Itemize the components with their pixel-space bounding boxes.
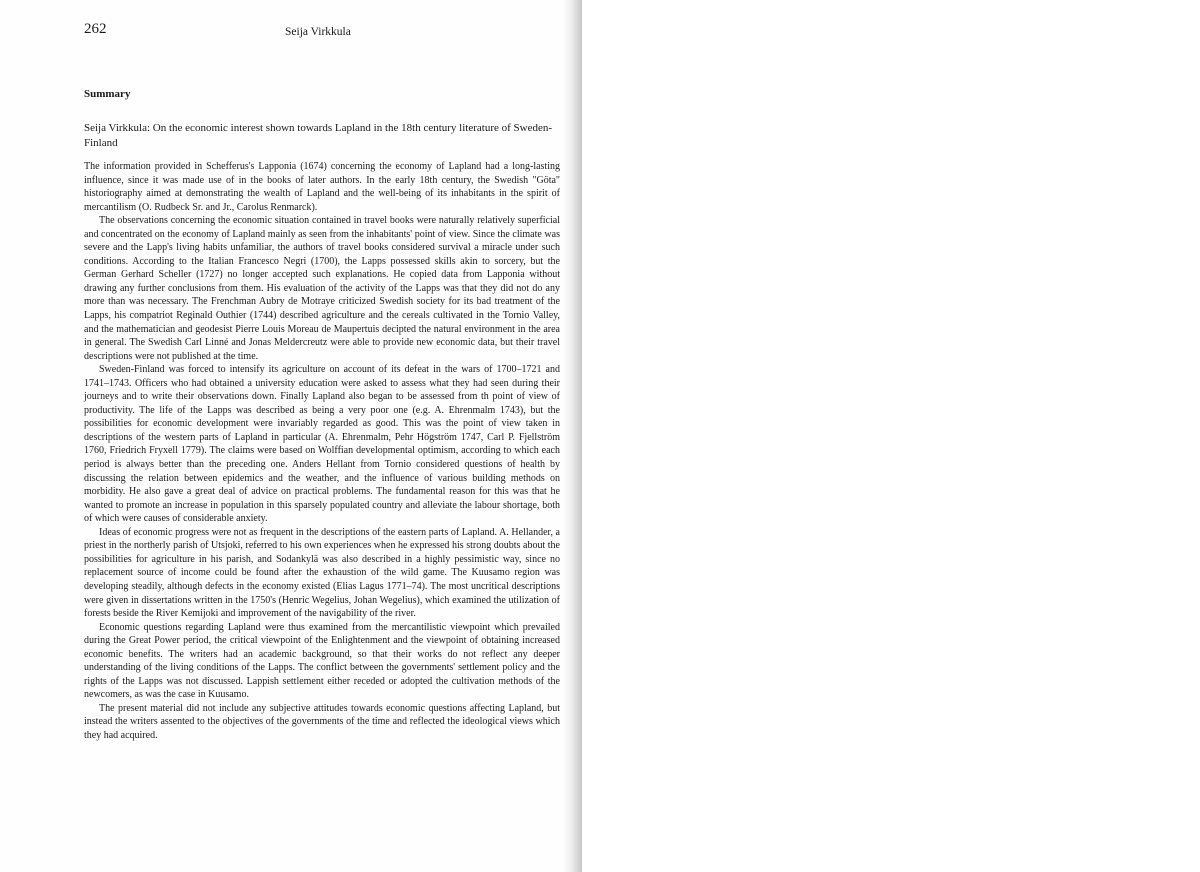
scanned-page xyxy=(0,0,582,872)
section-heading: Summary xyxy=(84,88,131,100)
paragraph: The present material did not include any subjective attitudes towards economic questions affecting Lapland, but instead the writers assented to the objectives of the governments of the time and reflected the ideological views which they had acquired. xyxy=(84,702,560,741)
page-number: 262 xyxy=(84,21,107,37)
paragraph: Economic questions regarding Lapland were thus examined from the mercantilistic viewpoint which prevailed during the Great Power period, the critical viewpoint of the Enlightenment and the viewpoint of obtaining increased economic benefits. The writers had an academic background, so that their works do not reflect any deeper understanding of the living conditions of the Lapps. The conflict between the governments' settlement policy and the rights of the Lapps was not discussed. Lappish settlement either receded or adopted the cultivation methods of the newcomers, as was the case in Kuusamo. xyxy=(84,621,560,701)
paragraph: Ideas of economic progress were not as frequent in the descriptions of the eastern parts of Lapland. A. Hellander, a priest in the northerly parish of Utsjoki, referred to his own experiences when he expressed his strong doubts about the possibilities for agriculture in his parish, and Sodankylä was also described in a highly pessimistic way, since no replacement source of income could be found after the exhaustion of the wild game. The Kuusamo region was developing steadily, although defects in the economy existed (Elias Lagus 1771–74). The most uncritical descriptions were given in dissertations written in the 1750's (Henric Wegelius, Johan Wegelius), which examined the utilization of forests beside the River Kemijoki and improvement of the navigability of the river. xyxy=(84,526,560,620)
paragraph: The observations concerning the economic situation contained in travel books were naturally relatively superficial and concentrated on the economy of Lapland mainly as seen from the inhabitants' point of view. Since the climate was severe and the Lapp's living habits unfamiliar, the authors of travel books considered survival a miracle under such conditions. According to the Italian Francesco Negri (1700), the Lapps possessed skills akin to sorcery, but the German Gerhard Scheller (1727) no longer accepted such explanations. He copied data from Lapponia without drawing any further conclusions from them. His evaluation of the activity of the Lapps was that they did not do any more than was necessary. The Frenchman Aubry de Motraye criticized Swedish society for its bad treatment of the Lapps, his compatriot Reginald Outhier (1744) described agriculture and the cereals cultivated in the Tornio Valley, and the mathematician and geodesist Pierre Louis Moreau de Maupertuis decipted the natural environment in the area in general. The Swedish Carl Linné and Jonas Meldercreutz were able to provide new economic data, but their travel descriptions were not published at the time. xyxy=(84,215,560,362)
paragraph: Sweden-Finland was forced to intensify its agriculture on account of its defeat in the wars of 1700–1721 and 1741–1743. Officers who had obtained a university education were asked to assess what they had seen during their journeys and to write their observations down. Finally Lapland also began to be assessed from th point of view of productivity. The life of the Lapps was described as being a very poor one (e.g. A. Ehrenmalm 1743), but the possibilities for economic development were invariably regarded as good. This was the point of view taken in descriptions of the western parts of Lapland in particular (A. Ehrenmalm, Pehr Högström 1747, Carl P. Fjellström 1760, Friedrich Fryxell 1779). The claims were based on Wolffian developmental optimism, according to which each period is always better than the preceding one. Anders Hellant from Tornio considered questions of health by discussing the relation between epidemics and the weather, and the influence of various building methods on morbidity. He also gave a great deal of advice on practical problems. The fundamental reason for this was that he wanted to promote an increase in population in this sparsely populated country and alleviate the labour shortage, both of which were causes of considerable anxiety. xyxy=(84,364,560,525)
summary-body xyxy=(84,160,560,743)
running-head: Seija Virkkula xyxy=(285,26,351,38)
article-title: Seija Virkkula: On the economic interest shown towards Lapland in the 18th century literature of Sweden-Finland xyxy=(84,122,553,149)
blank-area xyxy=(582,0,1200,872)
paragraph: The information provided in Schefferus's Lapponia (1674) concerning the economy of Lapland had a long-lasting influence, since it was made use of in the books of later authors. In the early 18th century, the Swedish "Göta" historiography aimed at demonstrating the wealth of Lapland and the well-being of its inhabitants in the spirit of mercantilism (O. Rudbeck Sr. and Jr., Carolus Renmarck). xyxy=(84,161,560,213)
page-edge-shadow xyxy=(562,0,582,872)
